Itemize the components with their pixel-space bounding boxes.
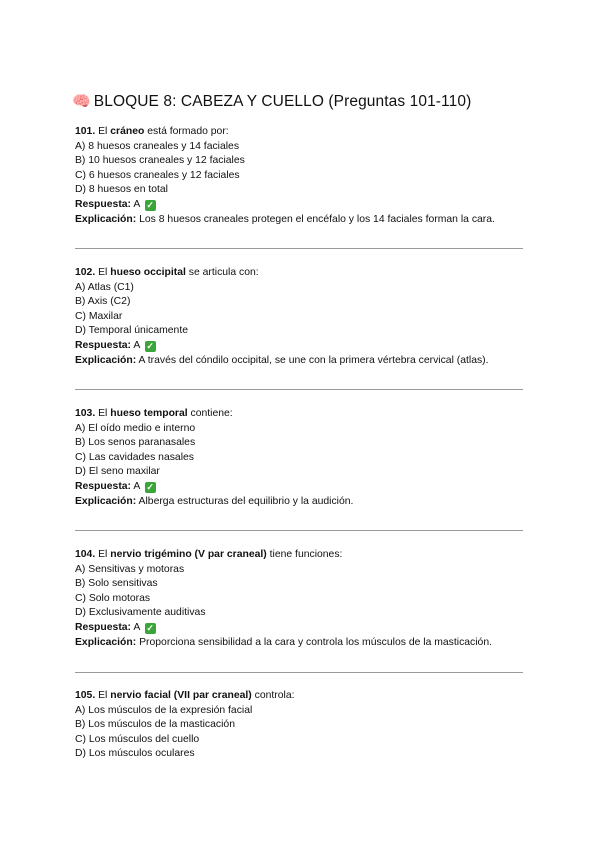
- stem-post: contiene:: [187, 408, 233, 419]
- explanation-label: Explicación:: [75, 636, 137, 648]
- page-title: [72, 92, 471, 111]
- divider: [75, 248, 523, 249]
- stem-post: tiene funciones:: [266, 549, 343, 560]
- option-b: B) Los músculos de la masticación: [75, 719, 235, 731]
- question-105: [75, 689, 535, 762]
- stem-post: controla:: [251, 690, 295, 701]
- answer-value: A: [133, 621, 140, 633]
- question-number: 104.: [75, 549, 96, 560]
- explanation-line: [75, 213, 535, 228]
- question-stem: [75, 407, 535, 422]
- stem-keyword: cráneo: [110, 126, 145, 137]
- explanation-text: Alberga estructuras del equilibrio y la audición.: [138, 495, 354, 507]
- divider: [75, 389, 523, 390]
- option-b: B) Los senos paranasales: [75, 437, 196, 449]
- explanation-text: Los 8 huesos craneales protegen el encéfalo y los 14 faciales forman la cara.: [139, 213, 495, 225]
- stem-keyword: hueso temporal: [110, 408, 188, 419]
- answer-line: [75, 198, 535, 213]
- option-a: A) Los músculos de la expresión facial: [75, 704, 253, 716]
- option-c: C) Las cavidades nasales: [75, 451, 194, 463]
- option-c: C) Maxilar: [75, 310, 123, 322]
- answer-value: A: [133, 198, 140, 210]
- option-a: A) Atlas (C1): [75, 281, 134, 293]
- option-c: C) Solo motoras: [75, 592, 151, 604]
- check-icon: ✓: [146, 340, 154, 351]
- option-a: A) 8 huesos craneales y 14 faciales: [75, 140, 240, 152]
- question-number: 103.: [75, 408, 96, 419]
- question-stem: [75, 689, 535, 704]
- option-c: C) 6 huesos craneales y 12 faciales: [75, 169, 240, 181]
- answer-value: A: [133, 339, 140, 351]
- explanation-line: [75, 495, 535, 510]
- option-a: A) El oído medio e interno: [75, 422, 196, 434]
- question-number: 102.: [75, 267, 96, 278]
- divider: [75, 672, 523, 673]
- stem-pre: El: [98, 126, 111, 137]
- brain-icon: 🧠: [72, 93, 91, 110]
- divider: [75, 530, 523, 531]
- question-stem: [75, 548, 535, 563]
- explanation-text: A través del cóndilo occipital, se une con la primera vértebra cervical (atlas).: [138, 354, 489, 366]
- answer-label: Respuesta:: [75, 480, 132, 492]
- explanation-line: [75, 354, 535, 369]
- option-b: B) Axis (C2): [75, 296, 131, 308]
- explanation-label: Explicación:: [75, 213, 137, 225]
- question-101: [75, 125, 535, 227]
- answer-line: [75, 339, 535, 354]
- question-104: [75, 548, 535, 650]
- stem-keyword: nervio trigémino (V par craneal): [110, 549, 267, 560]
- option-b: B) Solo sensitivas: [75, 578, 158, 590]
- page-title-text: BLOQUE 8: CABEZA Y CUELLO (Preguntas 101-110): [93, 93, 472, 110]
- explanation-label: Explicación:: [75, 495, 137, 507]
- option-d: D) Temporal únicamente: [75, 325, 189, 337]
- explanation-text: Proporciona sensibilidad a la cara y controla los músculos de la masticación.: [139, 636, 492, 648]
- explanation-line: [75, 636, 535, 651]
- option-d: D) Exclusivamente auditivas: [75, 607, 206, 619]
- question-stem: [75, 266, 535, 281]
- check-icon: ✓: [146, 199, 154, 210]
- stem-keyword: nervio facial (VII par craneal): [110, 690, 252, 701]
- explanation-label: Explicación:: [75, 354, 137, 366]
- stem-pre: El: [98, 267, 111, 278]
- stem-pre: El: [98, 408, 111, 419]
- question-stem: [75, 125, 535, 140]
- stem-post: se articula con:: [185, 267, 259, 278]
- option-a: A) Sensitivas y motoras: [75, 563, 185, 575]
- answer-label: Respuesta:: [75, 198, 132, 210]
- answer-line: [75, 621, 535, 636]
- option-d: D) El seno maxilar: [75, 466, 160, 478]
- question-number: 105.: [75, 690, 96, 701]
- check-icon: ✓: [146, 481, 154, 492]
- answer-label: Respuesta:: [75, 339, 132, 351]
- answer-line: [75, 480, 535, 495]
- stem-pre: El: [98, 549, 111, 560]
- option-d: D) Los músculos oculares: [75, 748, 195, 760]
- stem-keyword: hueso occipital: [110, 267, 186, 278]
- answer-value: A: [133, 480, 140, 492]
- stem-post: está formado por:: [144, 126, 229, 137]
- question-number: 101.: [75, 126, 96, 137]
- answer-label: Respuesta:: [75, 621, 132, 633]
- option-d: D) 8 huesos en total: [75, 184, 168, 196]
- question-102: [75, 266, 535, 368]
- option-c: C) Los músculos del cuello: [75, 733, 200, 745]
- option-b: B) 10 huesos craneales y 12 faciales: [75, 155, 245, 167]
- question-103: [75, 407, 535, 509]
- check-icon: ✓: [146, 622, 154, 633]
- stem-pre: El: [98, 690, 111, 701]
